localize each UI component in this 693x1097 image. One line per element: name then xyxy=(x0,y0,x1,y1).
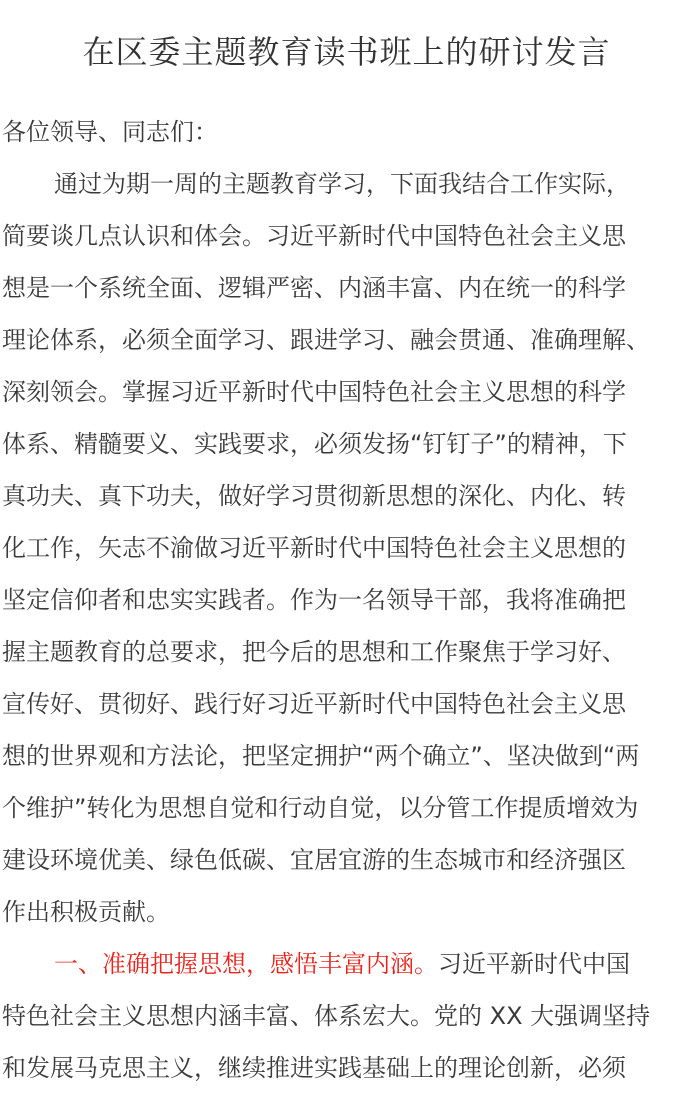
paragraph-line: 特色社会主义思想内涵丰富、体系宏大。党的 XX 大强调坚持 xyxy=(2,1002,651,1030)
paragraph-line: 和发展马克思主义，继续推进实践基础上的理论创新，必须 xyxy=(2,1054,626,1082)
paragraph-line: 个维护”转化为思想自觉和行动自觉，以分管工作提质增效为 xyxy=(2,794,639,822)
paragraph-line: 真功夫、真下功夫，做好学习贯彻新思想的深化、内化、转 xyxy=(2,482,626,510)
paragraph-line: 想的世界观和方法论，把坚定拥护“两个确立”、坚决做到“两 xyxy=(2,742,640,770)
paragraph-line: 深刻领会。掌握习近平新时代中国特色社会主义思想的科学 xyxy=(2,378,626,406)
paragraph-line: 想是一个系统全面、逻辑严密、内涵丰富、内在统一的科学 xyxy=(2,274,626,302)
paragraph-line: 宣传好、贯彻好、践行好习近平新时代中国特色社会主义思 xyxy=(2,690,626,718)
paragraph-line: 体系、精髓要义、实践要求，必须发扬“钉钉子”的精神，下 xyxy=(2,430,627,458)
section-heading: 一、准确把握思想，感悟丰富内涵。 xyxy=(54,950,438,978)
paragraph-line: 坚定信仰者和忠实实践者。作为一名领导干部，我将准确把 xyxy=(2,586,626,614)
section-heading-continuation: 习近平新时代中国 xyxy=(438,950,630,978)
document-title: 在区委主题教育读书班上的研讨发言 xyxy=(82,33,611,71)
paragraph-line: 简要谈几点认识和体会。习近平新时代中国特色社会主义思 xyxy=(2,222,626,250)
paragraph-line: 建设环境优美、绿色低碳、宜居宜游的生态城市和经济强区 xyxy=(2,846,626,874)
paragraph-line: 化工作，矢志不渝做习近平新时代中国特色社会主义思想的 xyxy=(2,534,626,562)
paragraph-line: 握主题教育的总要求，把今后的思想和工作聚焦于学习好、 xyxy=(2,638,626,666)
paragraph-line: 通过为期一周的主题教育学习，下面我结合工作实际， xyxy=(54,170,630,198)
salutation: 各位领导、同志们： xyxy=(2,118,218,146)
paragraph-line: 理论体系，必须全面学习、跟进学习、融会贯通、准确理解、 xyxy=(2,326,650,354)
section-heading-line xyxy=(54,938,630,990)
paragraph-line: 作出积极贡献。 xyxy=(2,898,170,926)
